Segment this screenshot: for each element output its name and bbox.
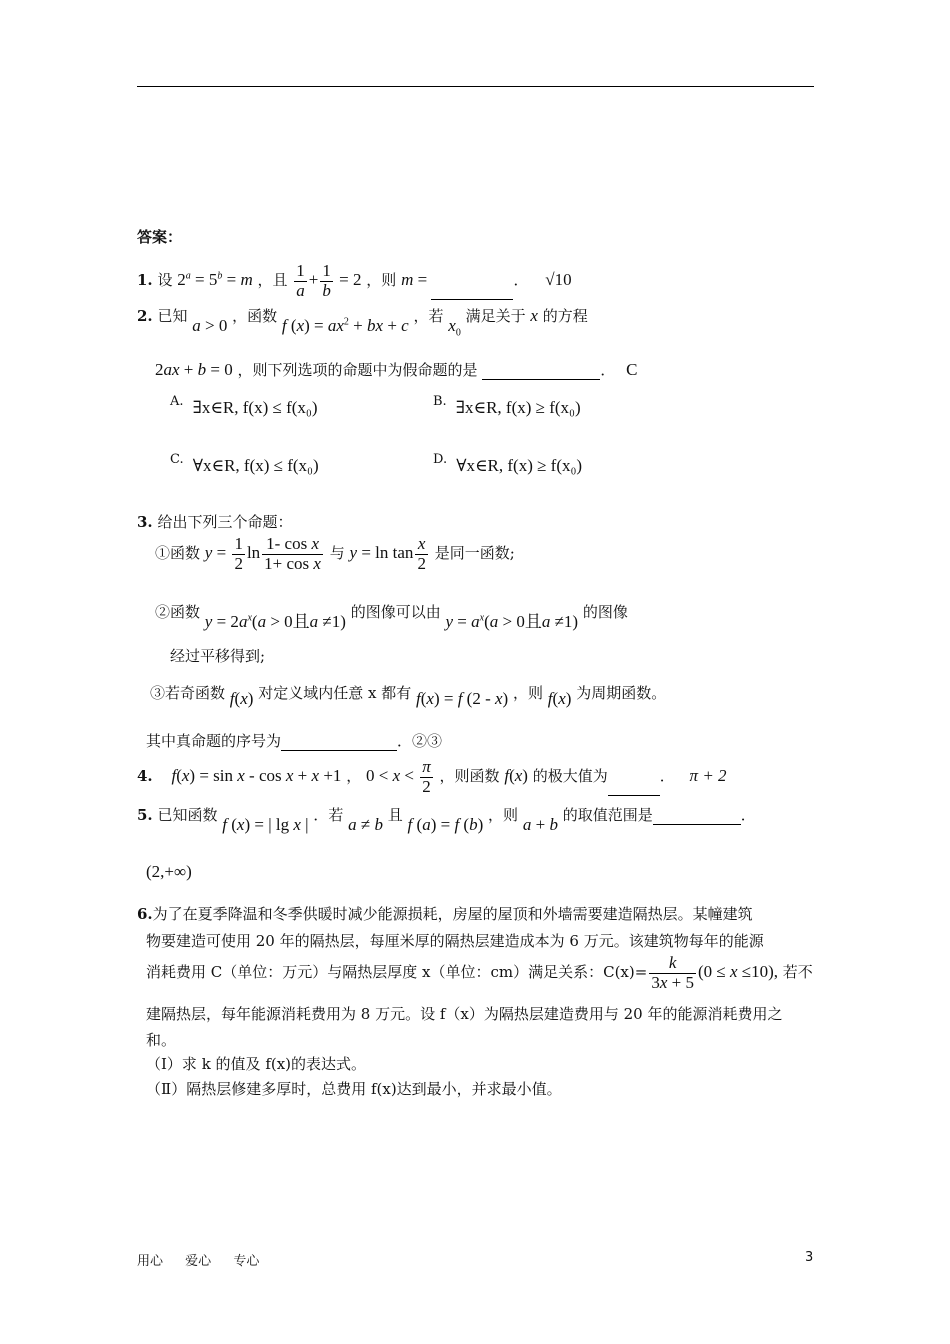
proposition-2: ②函数 $y = 2a^x(a > 0$且a ≠1) 的图像可以由 $y = a^x(a > 0$且a ≠1) 的图像 bbox=[155, 603, 628, 631]
question-5: 5. 已知函数 f (x) = | lg x | ．若 a ≠ b 且 f (a) = f (b) ，则 a + b 的取值范围是 ． bbox=[137, 806, 756, 834]
proposition-3: ③若奇函数 f(x) 对定义域内任意 x 都有 f(x) = f (2 - x) ，则 f(x) 为周期函数。 bbox=[150, 684, 667, 708]
answer-blank bbox=[608, 781, 660, 796]
footer-left: 用心 爱心 专心 bbox=[137, 1254, 260, 1269]
question-1: 1. 设 $2^a = 5^b = m$ ，且 $\frac{1}{a}$ + $\frac{1}{b}$ = 2 ，则 m = ． √10 bbox=[137, 261, 572, 300]
q3-conclusion: 其中真命题的序号为 ．②③ bbox=[146, 732, 443, 750]
option-c: $^{C.}$ ∀x∈R, f(x) ≤ f(x₀) bbox=[170, 452, 319, 475]
header-rule bbox=[137, 86, 814, 87]
answer-blank bbox=[431, 285, 513, 300]
q4-answer: π + 2 bbox=[689, 766, 727, 786]
q2-answer: C bbox=[626, 360, 638, 379]
question-6-line3: 消耗费用 C（单位：万元）与隔热层厚度 x（单位：cm）满足关系：C(x)= $\frac{k}{3x + 5}$ (0 ≤ x ≤10), 若不 bbox=[146, 953, 813, 992]
question-6-part2: （Ⅱ）隔热层修建多厚时，总费用 f(x)达到最小，并求最小值。 bbox=[146, 1080, 562, 1098]
answer-blank bbox=[281, 736, 397, 751]
option-a: $^{A.}$ ∃x∈R, f(x) ≤ f(x₀) bbox=[170, 394, 318, 417]
q1-equation: $2^a = 5^b = m$ bbox=[177, 270, 253, 290]
q1-answer: √10 bbox=[545, 270, 572, 290]
answer-blank bbox=[653, 810, 741, 825]
question-6-line2: 物要建造可使用 20 年的隔热层，每厘米厚的隔热层建造成本为 6 万元。该建筑物每年的能源 bbox=[146, 932, 764, 950]
proposition-1: ①函数 y = $\frac{1}{2}$ ln $\frac{\text{1- cos x}}{\text{1+ cos x}}$ 与 y = ln tan $\frac{x}{2}$ 是同一函数; bbox=[155, 534, 515, 573]
page-number: 3 bbox=[805, 1250, 814, 1265]
question-6-line5: 和。 bbox=[146, 1031, 177, 1049]
option-d: $^{D.}$ ∀x∈R, f(x) ≥ f(x₀) bbox=[433, 452, 583, 475]
proposition-2-line2: 经过平移得到; bbox=[170, 647, 266, 665]
question-6-line4: 建隔热层，每年能源消耗费用为 8 万元。设 f（x）为隔热层建造费用与 20 年的能源消耗费用之 bbox=[146, 1005, 783, 1023]
question-6-part1: （Ⅰ）求 k 的值及 f(x)的表达式。 bbox=[146, 1055, 367, 1073]
answers-heading: 答案： bbox=[137, 228, 183, 246]
question-3: 3. 给出下列三个命题： bbox=[137, 513, 293, 531]
q5-answer: (2,+∞) bbox=[146, 862, 192, 881]
answer-blank bbox=[482, 365, 600, 380]
question-2: 2. 已知 a > 0 ，函数 f $(x) = ax^2$ + bx + c ，若 $x_0$ 满足关于 x 的方程 bbox=[137, 306, 588, 339]
question-2-line2: 2ax + b = 0 ，则下列选项的命题中为假命题的是 ． C bbox=[155, 360, 638, 379]
option-b: $^{B.}$ ∃x∈R, f(x) ≥ f(x₀) bbox=[433, 394, 581, 417]
question-4: 4. f(x) = sin x - cos x + x +1 ， 0 < x < $\frac{\pi}{2}$ ，则函数 f(x) 的极大值为 ． π + 2 bbox=[137, 757, 727, 796]
question-6-line1: 6.为了在夏季降温和冬季供暖时减少能源损耗，房屋的屋顶和外墙需要建造隔热层。某幢建筑 bbox=[137, 905, 753, 923]
